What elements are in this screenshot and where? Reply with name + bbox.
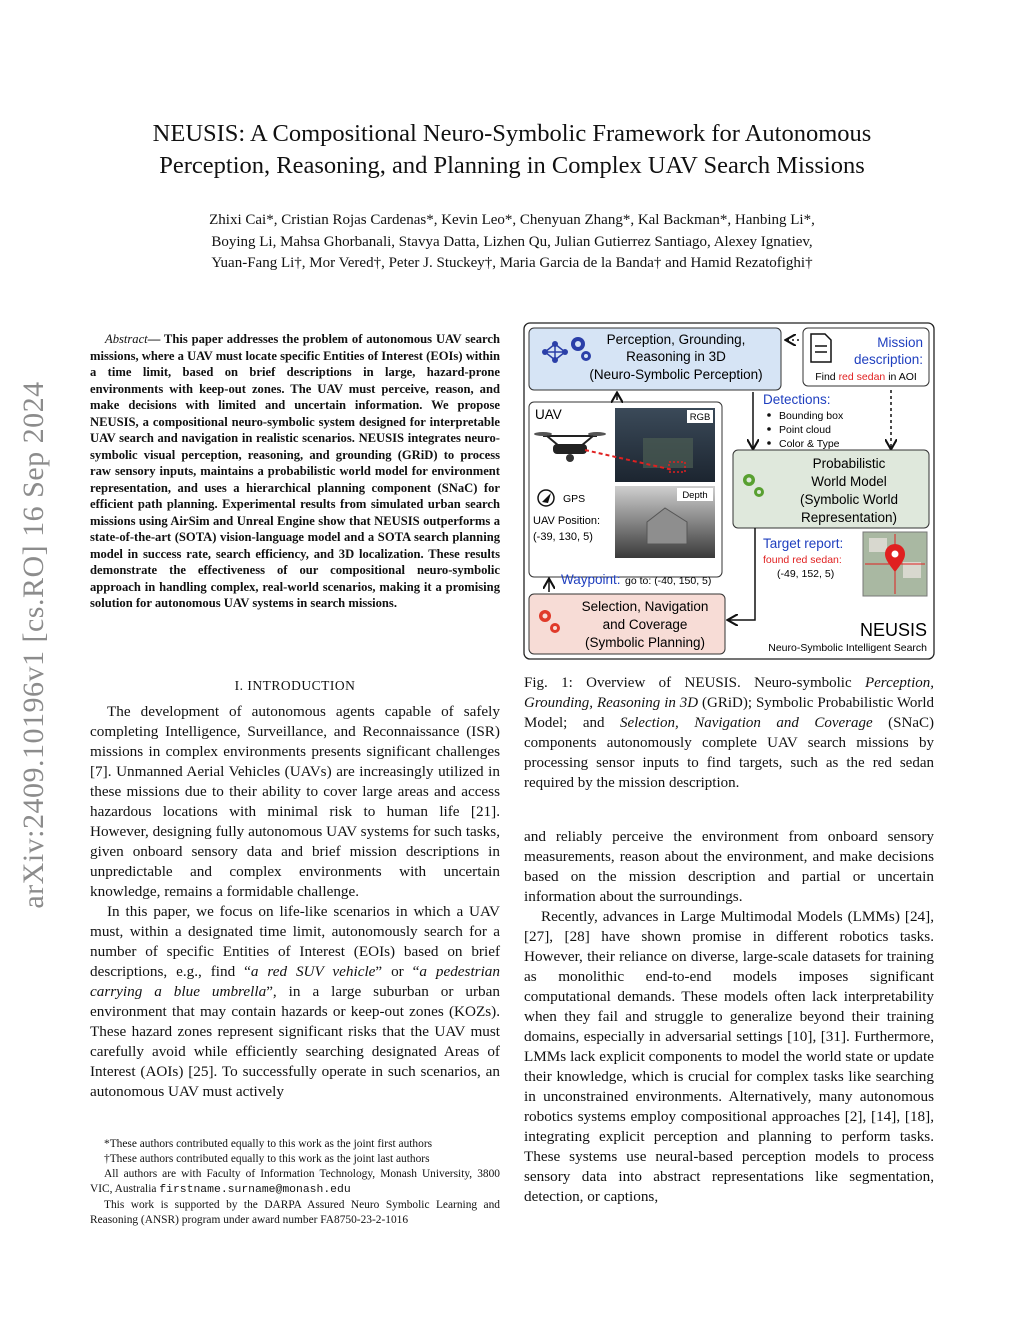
footnote-3: All authors are with Faculty of Information Technology, Monash University, 3800 VIC, Australia firstname.surname@monash.edu	[90, 1168, 500, 1196]
uav-position-label: UAV Position:	[533, 515, 601, 527]
authors-line-1: Zhixi Cai*, Cristian Rojas Cardenas*, Kevin Leo*, Chenyuan Zhang*, Kal Backman*, Hanbing Li*,	[209, 212, 815, 228]
figure-1-overview	[523, 322, 935, 660]
right-paragraph-1: and reliably perceive the environment from onboard sensory measurements, reason about the environment, and make decisions based on the mission description and partial or uncertain information about the surroundings.	[524, 828, 934, 905]
title-line-1: NEUSIS: A Compositional Neuro-Symbolic Framework for Autonomous	[152, 120, 872, 147]
neusis-brand-subtitle: Neuro-Symbolic Intelligent Search	[768, 642, 927, 654]
snac-line-1: Selection, Navigation	[581, 599, 709, 614]
document-icon	[811, 334, 831, 362]
worldmodel-line-1: Probabilistic	[812, 456, 886, 471]
footnote-1: *These authors contributed equally to this work as the joint first authors	[104, 1138, 433, 1150]
worldmodel-line-3: (Symbolic World	[799, 492, 899, 507]
footnote-4: This work is supported by the DARPA Assured Neuro Symbolic Learning and Reasoning (ANSR) program under award number FA8750-23-2-1016	[90, 1199, 500, 1226]
intro-paragraph-2: In this paper, we focus on life-like scenarios in which a UAV must, within a designated time limit, autonomously search for a number of specific Entities of Interest (EOIs) based on brief descriptions, e.g., find “a red SUV vehicle” or “a pedestrian carrying a blue umbrella”, in a large suburban or urban environment that may contain hazards or keep-out zones (KOZs). These hazard zones represent significant risks that the UAV must carefully avoid while efficiently searching designated Areas of Interest (AOIs) [25]. To successfully operate in such scenarios, an autonomous UAV must actively	[90, 903, 500, 1100]
uav-label: UAV	[535, 407, 562, 422]
perception-line-3: (Neuro-Symbolic Perception)	[589, 367, 763, 382]
detection-item: Bounding box	[779, 410, 844, 422]
worldmodel-line-4: Representation)	[800, 510, 898, 525]
map-target-icon	[863, 532, 927, 596]
title-line-2: Perception, Reasoning, and Planning in Complex UAV Search Missions	[159, 152, 865, 179]
waypoint-label: Waypoint:	[561, 572, 621, 587]
detections-label: Detections:	[763, 392, 831, 407]
authors-line-2: Boying Li, Mahsa Ghorbanali, Stavya Datta, Lizhen Qu, Julian Gutierrez Santiago, Alexey Ignatiev,	[211, 233, 813, 250]
footnotes	[90, 1137, 500, 1228]
mission-line-3: Find red sedan in AOI	[815, 371, 917, 383]
snac-line-2: and Coverage	[602, 617, 688, 632]
perception-line-1: Perception, Grounding,	[606, 332, 746, 347]
abstract-text: — This paper addresses the problem of autonomous UAV search missions, where a UAV must locate specific Entities of Interest (EOIs) within a time limit, based on brief descriptions in large, hazard-prone environments with keep-out zones. The UAV must perceive, reason, and make decisions with limited and uncertain information. We propose NEUSIS, a compositional neuro-symbolic system designed for interpretable UAV search and navigation in realistic scenarios. NEUSIS integrates neuro-symbolic visual perception, reasoning, and grounding (GRiD) to process raw sensory inputs, maintains a probabilistic world model for environment representation, and uses a hierarchical planning component (SNaC) for efficient path planning. Experimental results from simulated urban search missions using AirSim and Unreal Engine show that NEUSIS outperforms a state-of-the-art (SOTA) vision-language model and a SOTA search planning model in success rate, search efficiency, and 3D localization. These results demonstrate the effectiveness of our compositional neuro-symbolic approach in handling complex, real-world scenarios, making it a promising solution for autonomous UAV systems in search missions.	[90, 332, 500, 610]
uav-position-value: (-39, 130, 5)	[533, 531, 593, 543]
neusis-brand: NEUSIS	[859, 620, 927, 640]
right-paragraph-2: Recently, advances in Large Multimodal Models (LMMs) [24], [27], [28] have shown promise in different robotics tasks. However, their reliance on diverse, large-scale datasets for training as monolithic end-to-end models imposes significant computational demands. These models often lack interpretability when they fail and struggle to generalize beyond their training domains, especially in adversarial settings [10], [31]. Furthermore, LMMs lack explicit components to model the world state or update their knowledge, which is crucial for complex tasks like searching in unconstrained environments. Alternatively, many autonomous robotics systems employ compositional approaches [2], [14], [18], integrating explicit perception and planning to perform tasks. These systems use neural-based perception models to process sensory data into abstract representations like segmentation, detection, or captions,	[524, 908, 934, 1205]
footnote-2: †These authors contributed equally to this work as the joint last authors	[104, 1153, 430, 1165]
right-column-body	[524, 827, 934, 1207]
target-report-label: Target report:	[763, 536, 844, 551]
found-position: (-49, 152, 5)	[777, 568, 835, 580]
rgb-label: RGB	[689, 412, 711, 423]
worldmodel-line-2: World Model	[811, 474, 887, 489]
figure-1-caption: Fig. 1: Overview of NEUSIS. Neuro-symbolic Perception, Grounding, Reasoning in 3D (GRiD); Symbolic Probabilistic World Model; and Selection, Navigation and Coverage (SNaC) components autonomously complete UAV search missions by processing sensor inputs to find targets, such as the red sedan required by the mission description.	[524, 675, 934, 791]
intro-paragraph-1: The development of autonomous agents capable of safely completing Intelligence, Surveillance, and Reconnaissance (ISR) missions in complex environments presents significant challenges [7]. Unmanned Aerial Vehicles (UAVs) are increasingly utilized in these missions due to their ability to cover large areas and access hazardous locations with minimal risk to human life [21]. However, designing fully autonomous UAV systems for such tasks, given onboard sensory data and brief mission descriptions in unpredictable and complex environments with uncertain knowledge, remains a formidable challenge.	[90, 703, 500, 900]
abstract	[90, 331, 500, 612]
gps-label: GPS	[563, 493, 586, 505]
mission-line-1: Mission	[877, 335, 923, 350]
paper-title	[90, 118, 934, 182]
footnote-email[interactable]: firstname.surname@monash.edu	[159, 1184, 351, 1196]
waypoint-value: go to: (-40, 150, 5)	[625, 575, 712, 587]
abstract-label: Abstract	[105, 332, 148, 346]
mission-line-2: description:	[853, 352, 923, 367]
author-list	[90, 210, 934, 275]
intro-left-column	[90, 702, 500, 1102]
arxiv-stamp	[14, 345, 54, 945]
found-label: found red sedan:	[763, 554, 842, 566]
authors-line-3: Yuan-Fang Li†, Mor Vered†, Peter J. Stuckey†, Maria Garcia de la Banda† and Hamid Rezatofighi†	[211, 255, 813, 271]
arxiv-stamp-text: arXiv:2409.10196v1 [cs.RO] 16 Sep 2024	[17, 381, 50, 909]
depth-label: Depth	[682, 490, 708, 501]
perception-line-2: Reasoning in 3D	[626, 349, 726, 364]
detection-item: Color & Type	[779, 438, 840, 450]
section-heading: I. INTRODUCTION	[234, 678, 356, 693]
detection-item: Point cloud	[779, 424, 831, 436]
snac-line-3: (Symbolic Planning)	[584, 635, 706, 650]
